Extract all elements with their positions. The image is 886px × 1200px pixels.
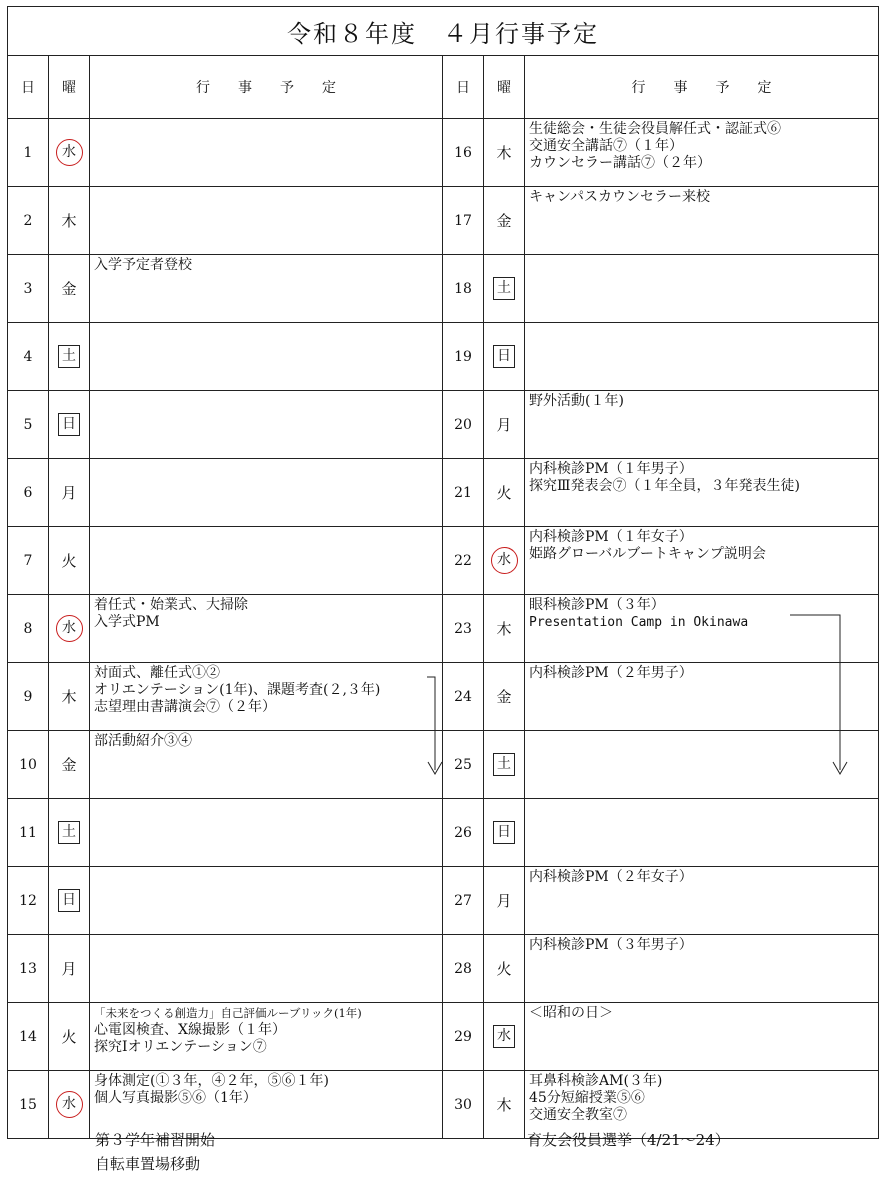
- weekday-cell: [484, 391, 525, 459]
- weekday-cell: [49, 459, 90, 527]
- weekday-label: 金: [61, 280, 77, 298]
- day-number: 15: [8, 1071, 49, 1139]
- weekday-label: 月: [496, 892, 512, 910]
- day-number: 17: [443, 187, 484, 255]
- day-number: 29: [443, 1003, 484, 1071]
- event-cell: [90, 935, 443, 1003]
- weekday-cell: [484, 119, 525, 187]
- event-line: 対面式、離任式①②: [94, 665, 220, 681]
- day-number: 21: [443, 459, 484, 527]
- event-line: オリエンテーション(1年)、課題考査(２,３年): [94, 682, 381, 698]
- header-row: [8, 56, 879, 119]
- weekday-cell: [484, 1071, 525, 1139]
- event-line: 姫路グローバルブートキャンプ説明会: [529, 546, 766, 562]
- header-day: 日: [443, 56, 484, 119]
- day-number: 25: [443, 731, 484, 799]
- day-number: 10: [8, 731, 49, 799]
- event-line: 生徒総会・生徒会役員解任式・認証式⑥: [529, 121, 781, 137]
- weekday-label: 木: [496, 620, 512, 638]
- day-number: 18: [443, 255, 484, 323]
- weekday-cell: [49, 1071, 90, 1139]
- schedule-row: [8, 935, 879, 1003]
- day-number: 9: [8, 663, 49, 731]
- weekday-cell: [49, 391, 90, 459]
- event-line: 内科検診PM（１年女子）: [529, 529, 693, 545]
- schedule-row: [8, 323, 879, 391]
- event-cell: [525, 1003, 879, 1071]
- weekday-label: 月: [496, 416, 512, 434]
- weekday-label: 火: [496, 960, 512, 978]
- schedule-row: [8, 459, 879, 527]
- weekday-boxed: 土: [493, 753, 515, 776]
- weekday-cell: [49, 119, 90, 187]
- event-line: 志望理由書講演会⑦（２年）: [94, 699, 276, 715]
- weekday-cell: [484, 595, 525, 663]
- day-number: 4: [8, 323, 49, 391]
- header-day: 日: [8, 56, 49, 119]
- event-cell: [90, 187, 443, 255]
- weekday-circled: 水: [56, 615, 83, 642]
- weekday-label: 月: [61, 484, 77, 502]
- weekday-circled: 水: [56, 139, 83, 166]
- event-line: 内科検診PM（２年女子）: [529, 869, 693, 885]
- weekday-boxed: 日: [58, 889, 80, 912]
- header-weekday: 曜: [484, 56, 525, 119]
- event-cell: [525, 255, 879, 323]
- weekday-cell: [49, 527, 90, 595]
- weekday-cell: [484, 935, 525, 1003]
- weekday-cell: [484, 867, 525, 935]
- schedule-row: [8, 187, 879, 255]
- event-cell: [525, 323, 879, 391]
- day-number: 27: [443, 867, 484, 935]
- weekday-boxed: 水: [493, 1025, 515, 1048]
- event-line: 探究Ⅲ発表会⑦（１年全員，３年発表生徒): [529, 478, 800, 494]
- weekday-cell: [484, 323, 525, 391]
- weekday-cell: [484, 731, 525, 799]
- header-events: 行 事 予 定: [90, 56, 443, 119]
- event-line: 着任式・始業式、大掃除: [94, 597, 248, 613]
- schedule-row: [8, 527, 879, 595]
- event-line: 野外活動(１年): [529, 393, 624, 409]
- event-line: 部活動紹介③④: [94, 733, 192, 749]
- schedule-row: [8, 867, 879, 935]
- weekday-cell: [484, 255, 525, 323]
- weekday-cell: [484, 527, 525, 595]
- footer-left: [95, 1128, 215, 1176]
- weekday-boxed: 日: [493, 345, 515, 368]
- weekday-label: 金: [61, 756, 77, 774]
- day-number: 16: [443, 119, 484, 187]
- weekday-cell: [49, 1003, 90, 1071]
- event-cell: [525, 731, 879, 799]
- weekday-label: 金: [496, 688, 512, 706]
- event-line: ＜昭和の日＞: [529, 1005, 613, 1021]
- day-number: 6: [8, 459, 49, 527]
- event-cell: [90, 459, 443, 527]
- event-line: カウンセラー講話⑦（２年）: [529, 155, 711, 171]
- day-number: 8: [8, 595, 49, 663]
- schedule-table: [7, 6, 879, 1139]
- day-number: 3: [8, 255, 49, 323]
- event-line: 「未来をつくる創造力」自己評価ルーブリック(1年): [94, 1006, 362, 1020]
- event-line: 個人写真撮影⑤⑥（1年）: [94, 1090, 257, 1106]
- day-number: 1: [8, 119, 49, 187]
- day-number: 26: [443, 799, 484, 867]
- event-line: 交通安全講話⑦（１年）: [529, 138, 683, 154]
- weekday-cell: [49, 595, 90, 663]
- event-cell: [90, 663, 443, 731]
- weekday-boxed: 土: [58, 345, 80, 368]
- weekday-cell: [49, 187, 90, 255]
- day-number: 23: [443, 595, 484, 663]
- event-cell: [525, 663, 879, 731]
- day-number: 13: [8, 935, 49, 1003]
- event-cell: [90, 323, 443, 391]
- weekday-cell: [484, 187, 525, 255]
- event-cell: [90, 527, 443, 595]
- event-cell: [525, 799, 879, 867]
- day-number: 7: [8, 527, 49, 595]
- event-cell: [90, 799, 443, 867]
- weekday-cell: [49, 663, 90, 731]
- schedule-row: [8, 595, 879, 663]
- weekday-label: 火: [61, 552, 77, 570]
- weekday-boxed: 日: [58, 413, 80, 436]
- schedule-row: [8, 731, 879, 799]
- header-events: 行 事 予 定: [525, 56, 879, 119]
- event-cell: [90, 867, 443, 935]
- schedule-row: [8, 799, 879, 867]
- weekday-label: 木: [61, 688, 77, 706]
- weekday-cell: [49, 323, 90, 391]
- event-cell: [90, 595, 443, 663]
- event-line: 45分短縮授業⑤⑥: [529, 1090, 645, 1106]
- weekday-cell: [49, 731, 90, 799]
- day-number: 5: [8, 391, 49, 459]
- event-cell: [525, 595, 879, 663]
- page-title: 令和８年度 ４月行事予定: [8, 7, 879, 56]
- weekday-label: 月: [61, 960, 77, 978]
- weekday-cell: [484, 1003, 525, 1071]
- event-cell: [90, 255, 443, 323]
- event-line: キャンパスカウンセラー来校: [529, 189, 711, 205]
- event-line: 眼科検診PM（３年）: [529, 597, 665, 613]
- weekday-cell: [49, 867, 90, 935]
- day-number: 2: [8, 187, 49, 255]
- weekday-cell: [484, 459, 525, 527]
- weekday-label: 木: [496, 144, 512, 162]
- footer-note: 第３学年補習開始: [95, 1131, 216, 1149]
- event-line: 交通安全教室⑦: [529, 1107, 627, 1123]
- weekday-boxed: 土: [493, 277, 515, 300]
- event-cell: [525, 527, 879, 595]
- schedule-row: [8, 391, 879, 459]
- schedule-row: [8, 1003, 879, 1071]
- event-cell: [90, 119, 443, 187]
- weekday-label: 金: [496, 212, 512, 230]
- day-number: 12: [8, 867, 49, 935]
- footer-note: 自転車置場移動: [95, 1155, 201, 1173]
- event-line: 耳鼻科検診AM(３年): [529, 1073, 663, 1089]
- event-cell: [525, 867, 879, 935]
- event-cell: [525, 391, 879, 459]
- schedule-row: [8, 119, 879, 187]
- weekday-cell: [49, 255, 90, 323]
- day-number: 24: [443, 663, 484, 731]
- event-line: 内科検診PM（１年男子）: [529, 461, 693, 477]
- day-number: 19: [443, 323, 484, 391]
- event-cell: [90, 1003, 443, 1071]
- event-cell: [525, 935, 879, 1003]
- schedule-row: [8, 255, 879, 323]
- event-cell: [525, 459, 879, 527]
- title-row: [8, 7, 879, 56]
- event-cell: [90, 731, 443, 799]
- weekday-circled: 水: [56, 1091, 83, 1118]
- weekday-label: 火: [496, 484, 512, 502]
- day-number: 30: [443, 1071, 484, 1139]
- weekday-circled: 水: [491, 547, 518, 574]
- event-cell: [90, 391, 443, 459]
- schedule-row: [8, 663, 879, 731]
- event-line: 心電図検査、X線撮影（１年）: [94, 1022, 286, 1038]
- footer-right: 育友会役員選挙（4/21～24）: [527, 1131, 730, 1149]
- weekday-boxed: 土: [58, 821, 80, 844]
- day-number: 14: [8, 1003, 49, 1071]
- weekday-cell: [49, 935, 90, 1003]
- day-number: 22: [443, 527, 484, 595]
- event-line: Presentation Camp in Okinawa: [529, 615, 749, 630]
- event-line: 内科検診PM（３年男子）: [529, 937, 693, 953]
- weekday-label: 木: [61, 212, 77, 230]
- weekday-label: 木: [496, 1096, 512, 1114]
- header-weekday: 曜: [49, 56, 90, 119]
- event-line: 内科検診PM（２年男子）: [529, 665, 693, 681]
- event-line: 身体測定(①３年，④２年，⑤⑥１年): [94, 1073, 329, 1089]
- weekday-cell: [49, 799, 90, 867]
- event-cell: [525, 119, 879, 187]
- day-number: 11: [8, 799, 49, 867]
- day-number: 20: [443, 391, 484, 459]
- weekday-cell: [484, 799, 525, 867]
- event-line: 入学式PM: [94, 614, 160, 630]
- weekday-label: 火: [61, 1028, 77, 1046]
- weekday-boxed: 日: [493, 821, 515, 844]
- event-cell: [525, 187, 879, 255]
- event-line: 入学予定者登校: [94, 257, 192, 273]
- event-line: 探究Ⅰオリエンテーション⑦: [94, 1039, 267, 1055]
- weekday-cell: [484, 663, 525, 731]
- day-number: 28: [443, 935, 484, 1003]
